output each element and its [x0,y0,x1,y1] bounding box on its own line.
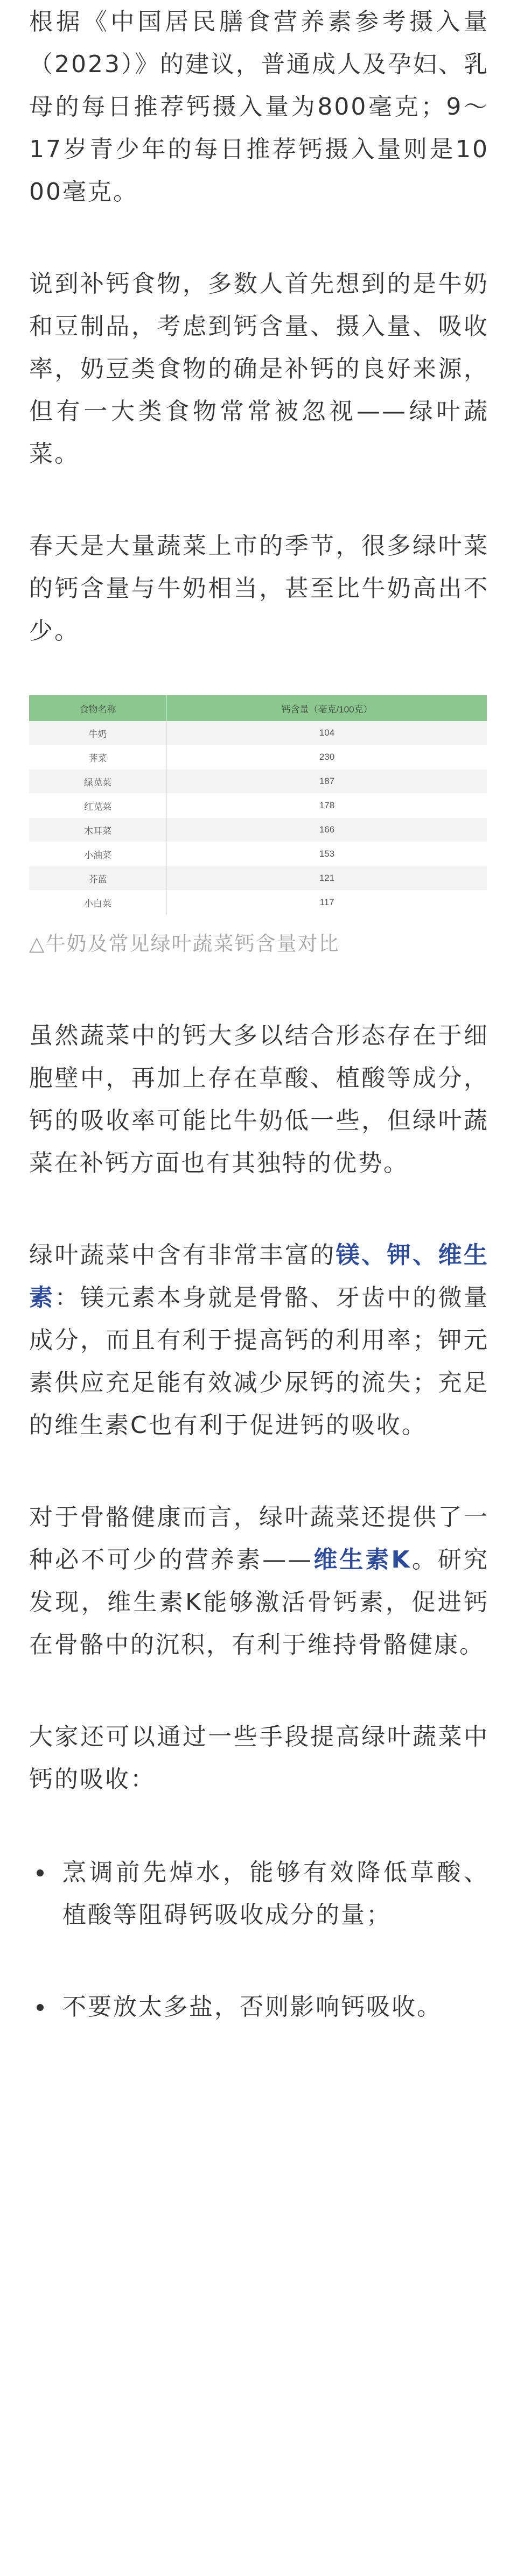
paragraph-spring-vegetables: 春天是大量蔬菜上市的季节，很多绿叶菜的钙含量与牛奶相当，甚至比牛奶高出不少。 [29,532,489,645]
table-cell-calcium: 104 [167,721,487,745]
table-cell-food: 红苋菜 [29,794,167,818]
list-item [29,1986,489,2028]
bullet-icon [37,1869,44,1876]
table-row [29,745,487,770]
table-cell-calcium: 230 [167,745,487,770]
calcium-content-table [29,695,487,915]
column-header-food: 食物名称 [29,695,167,721]
table-header-row [29,695,487,721]
paragraph-absorption: 虽然蔬菜中的钙大多以结合形态存在于细胞壁中，再加上存在草酸、植酸等成分，钙的吸收率可能比牛奶低一些，但绿叶蔬菜在补钙方面也有其独特的优势。 [29,1022,489,1177]
table-row [29,818,487,842]
paragraph-calcium-foods: 说到补钙食物，多数人首先想到的是牛奶和豆制品，考虑到钙含量、摄入量、吸收率，奶豆类食物的确是补钙的良好来源，但有一大类食物常常被忽视——绿叶蔬菜。 [29,270,489,468]
highlight-text: 镁、钾、维生素 [29,1241,490,1311]
table-caption: △牛奶及常见绿叶蔬菜钙含量对比 [29,932,340,955]
table-cell-food: 小油菜 [29,842,167,866]
table-row [29,842,487,866]
paragraph-minerals [29,1234,489,1446]
table-cell-food: 牛奶 [29,721,167,745]
paragraph-text: 对于骨骼健康而言，绿叶蔬菜还提供了一种必不可少的营养素—— [29,1504,489,1573]
table-cell-calcium: 166 [167,818,487,842]
list-item [29,1851,489,1936]
table-cell-food: 绿苋菜 [29,770,167,794]
table-row [29,794,487,818]
bullet-icon [37,2004,44,2011]
list-item-text: 烹调前先焯水，能够有效降低草酸、植酸等阻碍钙吸收成分的量； [62,1859,489,1929]
table-cell-calcium: 121 [167,866,487,891]
paragraph-intake-recommendation: 根据《中国居民膳食营养素参考摄入量（2023）》的建议，普通成人及孕妇、乳母的每日推荐钙摄入量为800毫克；9～17岁青少年的每日推荐钙摄入量则是1000毫克。 [29,8,489,206]
table-row [29,866,487,891]
paragraph-text: 绿叶蔬菜中含有非常丰富的 [29,1241,336,1269]
highlight-text: 维生素K [313,1546,411,1573]
table-cell-calcium: 187 [167,770,487,794]
paragraph-text: 。研究发现，维生素K能够激活骨钙素，促进钙在骨骼中的沉积，有利于维持骨骼健康。 [29,1546,490,1658]
calcium-table-figure [29,695,489,956]
table-row [29,770,487,794]
table-cell-calcium: 153 [167,842,487,866]
column-header-calcium: 钙含量（毫克/100克） [167,695,487,721]
table-row [29,721,487,745]
paragraph-tips-intro: 大家还可以通过一些手段提高绿叶蔬菜中钙的吸收： [29,1723,489,1793]
paragraph-text: ：镁元素本身就是骨骼、牙齿中的微量成分，而且有利于提高钙的利用率；钾元素供应充足能有效减少尿钙的流失；充足的维生素C也有利于促进钙的吸收。 [29,1284,490,1439]
table-cell-food: 小白菜 [29,891,167,915]
table-cell-food: 木耳菜 [29,818,167,842]
table-cell-food: 荠菜 [29,745,167,770]
paragraph-vitamin-k [29,1496,489,1666]
table-cell-food: 芥蓝 [29,866,167,891]
table-cell-calcium: 117 [167,891,487,915]
list-item-text: 不要放太多盐，否则影响钙吸收。 [62,1993,442,2021]
table-cell-calcium: 178 [167,794,487,818]
tips-list [29,1851,489,2028]
table-row [29,891,487,915]
